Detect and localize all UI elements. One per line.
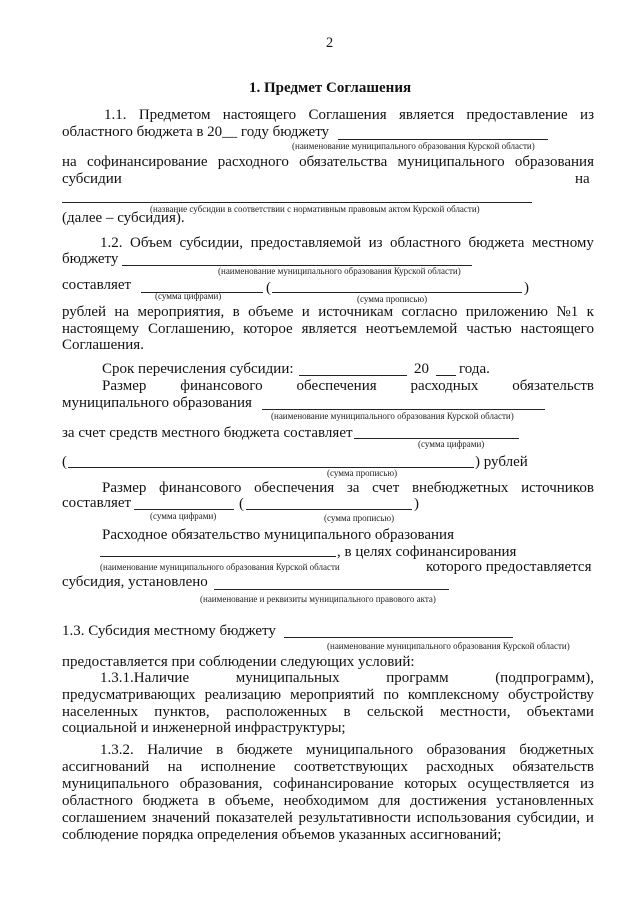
word: обязательств [512,759,594,775]
p11-line-5: (далее – субсидия). [62,210,185,226]
p132-line-1 [100,743,594,758]
p12-line-5 [62,322,594,337]
p131-line-1 [100,671,594,686]
word: бюджете [236,742,293,758]
caption-fin-words: (сумма прописью) [327,468,398,478]
word: ассигнований [62,759,150,775]
extra-amount-label: составляет [62,495,132,511]
word: расходного [217,154,289,170]
caption-fin-digits: (сумма цифрами) [418,439,485,449]
word: из [368,235,383,251]
blank-term-date [299,375,407,376]
p11-line-3 [62,155,594,170]
word: для [378,793,401,809]
word: в [232,304,240,320]
word: муниципальных [235,670,340,686]
word: финансового [159,480,242,496]
word: за [346,480,360,496]
word: расходных [410,378,479,394]
word: из [580,776,594,792]
word: рублей [62,304,107,320]
word: в [208,793,216,809]
word: счет [372,480,400,496]
word: 1.3.2. [100,742,134,758]
word: и [585,810,594,826]
extra-paren-open: ( [239,496,244,512]
word: местному [531,235,594,251]
word: предоставляемой [250,235,362,251]
word: которых [404,776,457,792]
obligation-line-2: , в целях софинансирования [337,544,517,560]
word: Объем [130,235,173,251]
fin-line-3: за счет средств местного бюджета составляет [62,425,353,441]
word: программ [386,670,449,686]
word: из [580,107,594,123]
word: населенных [62,704,138,720]
blank-fin-words [68,467,474,468]
p11-line-4-right: на [575,171,590,187]
fin-paren-open: ( [62,454,67,470]
p12-line-1 [100,236,594,251]
word: реализацию [204,687,282,703]
word: муниципального [62,776,170,792]
word: является [301,321,357,337]
obligation-line-4: субсидия, установлено [62,574,208,590]
word: субсидии, [516,810,581,826]
p11-line-2: областного бюджета в 20__ году бюджету [62,124,330,140]
p12-line-6: Соглашения. [62,337,144,353]
word: соглашением [62,810,147,826]
term-year: 20 [414,361,429,377]
word: объеме, [224,793,274,809]
blank-municipal-13 [284,637,513,638]
p132-line-6: соблюдение порядка определения объемов указанных ассигнований; [62,827,502,843]
p131-line-2 [62,688,594,703]
paren-open-12: ( [266,280,271,296]
word: объеме [248,304,294,320]
section-heading: 1. Предмет Соглашения [249,80,412,96]
obligation-line-3-right: которого предоставляется [426,559,592,575]
word: Предметом [138,107,211,123]
word: Соглашения [308,107,387,123]
caption-words-12: (сумма прописью) [357,294,428,304]
word: является [398,107,455,123]
word: финансового [180,378,263,394]
fin-line-2: муниципального образования [62,395,252,411]
word: софинансирование [273,776,394,792]
word: муниципального [397,154,505,170]
caption-legal-act: (наименование и реквизиты муниципального правового акта) [200,594,436,604]
p11-line-4-left: субсидии [62,171,122,187]
blank-extra-digits [134,509,234,510]
word: результативности [298,810,411,826]
extra-paren-close: ) [414,496,419,512]
p13-line-2: предоставляется при соблюдении следующих условий: [62,654,415,670]
word: обустройству [508,687,594,703]
word: внебюджетных [411,480,509,496]
word: мероприятий [290,687,375,703]
word: 1.3.1.Наличие [100,670,190,686]
word: №1 [556,304,579,320]
caption-digits-12: (сумма цифрами) [155,291,222,301]
word: достижения [410,793,487,809]
p131-line-3 [62,705,594,720]
word: бюджета [142,793,199,809]
word: к [586,304,594,320]
blank-amount-words-12 [272,292,522,293]
word: Размер [102,480,147,496]
word: и [301,304,310,320]
p132-line-3 [62,777,594,792]
word: предусматривающих [62,687,196,703]
word: на [62,154,77,170]
word: необходимом [283,793,369,809]
word: показателей [215,810,293,826]
p12-line-2: бюджету [62,251,119,267]
word: 1.2. [100,235,123,251]
word: 1.1. [104,107,127,123]
caption-subsidy-name: (название субсидии в соответствии с нормативным правовым актом Курской области) [150,204,480,214]
extra-line-1 [102,481,594,496]
word: муниципального [306,742,414,758]
blank-subsidy-name [62,202,532,203]
word: (подпрограмм), [495,670,594,686]
word: мероприятия, [137,304,225,320]
caption-extra-words: (сумма прописью) [324,513,395,523]
word: субсидии, [179,235,244,251]
word: бюджетных [519,742,594,758]
word: исполнение [200,759,276,775]
word: которое [243,321,293,337]
term-year-suffix: года. [459,361,490,377]
word: образования [426,742,506,758]
word: Наличие [147,742,203,758]
word: софинансирование [86,154,208,170]
word: обеспечения [296,378,377,394]
blank-municipal-fin [262,409,545,410]
word: приложению [465,304,549,320]
word: осуществляется [467,776,570,792]
word: расположенных [225,704,328,720]
word: на [114,304,130,320]
word: образования, [179,776,263,792]
word: на [167,759,183,775]
word: частью [466,321,512,337]
caption-municipal-12: (наименование муниципального образования Курской области) [218,266,461,276]
blank-extra-words [246,509,412,510]
p132-line-4 [62,794,594,809]
p12-line-4 [62,305,594,320]
word: неотъемлемой [365,321,458,337]
word: областного [62,793,133,809]
word: расходных [426,759,494,775]
word: в [216,742,224,758]
blank-municipal-11 [338,139,548,140]
word: соответствующих [293,759,408,775]
word: источников [521,480,594,496]
word: областного [390,235,461,251]
word: настоящего [222,107,297,123]
word: пунктов, [154,704,210,720]
word: согласно [401,304,458,320]
blank-legal-act [214,589,449,590]
word: сельской [366,704,424,720]
p132-line-2 [62,760,594,775]
word: настоящего [520,321,594,337]
caption-municipal-fin: (наименование муниципального образования Курской области) [271,411,514,421]
word: Размер [102,378,147,394]
word: Соглашению, [147,321,235,337]
page-number: 2 [326,35,334,51]
obligation-line-1: Расходное обязательство муниципального образования [102,527,454,543]
p12-amount-label: составляет [62,277,132,293]
caption-extra-digits: (сумма цифрами) [150,511,217,521]
word: по [383,687,399,703]
word: обязательства [299,154,388,170]
word: образования [514,154,594,170]
word: значений [151,810,211,826]
word: объектами [526,704,594,720]
term-label: Срок перечисления субсидии: [102,361,294,377]
fin-paren-close: ) рублей [475,454,528,470]
word: бюджета [468,235,525,251]
p11-line-1 [104,108,594,123]
p131-line-4: социальной и инженерной инфраструктуры; [62,720,346,736]
blank-obligation-municipal [100,556,336,557]
word: использования [416,810,511,826]
word: местности, [439,704,511,720]
caption-municipal-13: (наименование муниципального образования Курской области) [327,641,570,651]
p132-line-5 [62,811,594,826]
word: установленных [496,793,594,809]
fin-line-1 [102,379,594,394]
paren-close-12: ) [524,280,529,296]
word: настоящему [62,321,140,337]
word: источникам [318,304,394,320]
blank-term-year [436,375,456,376]
word: комплексному [407,687,500,703]
caption-obligation-municipal: (наименование муниципального образования Курской области [100,562,340,572]
word: предоставление [466,107,568,123]
caption-municipal-11: (наименование муниципального образования Курской области) [292,141,535,151]
word: в [343,704,351,720]
p13-line-1: 1.3. Субсидия местному бюджету [62,623,276,639]
word: обязательств [512,378,594,394]
word: обеспечения [254,480,335,496]
